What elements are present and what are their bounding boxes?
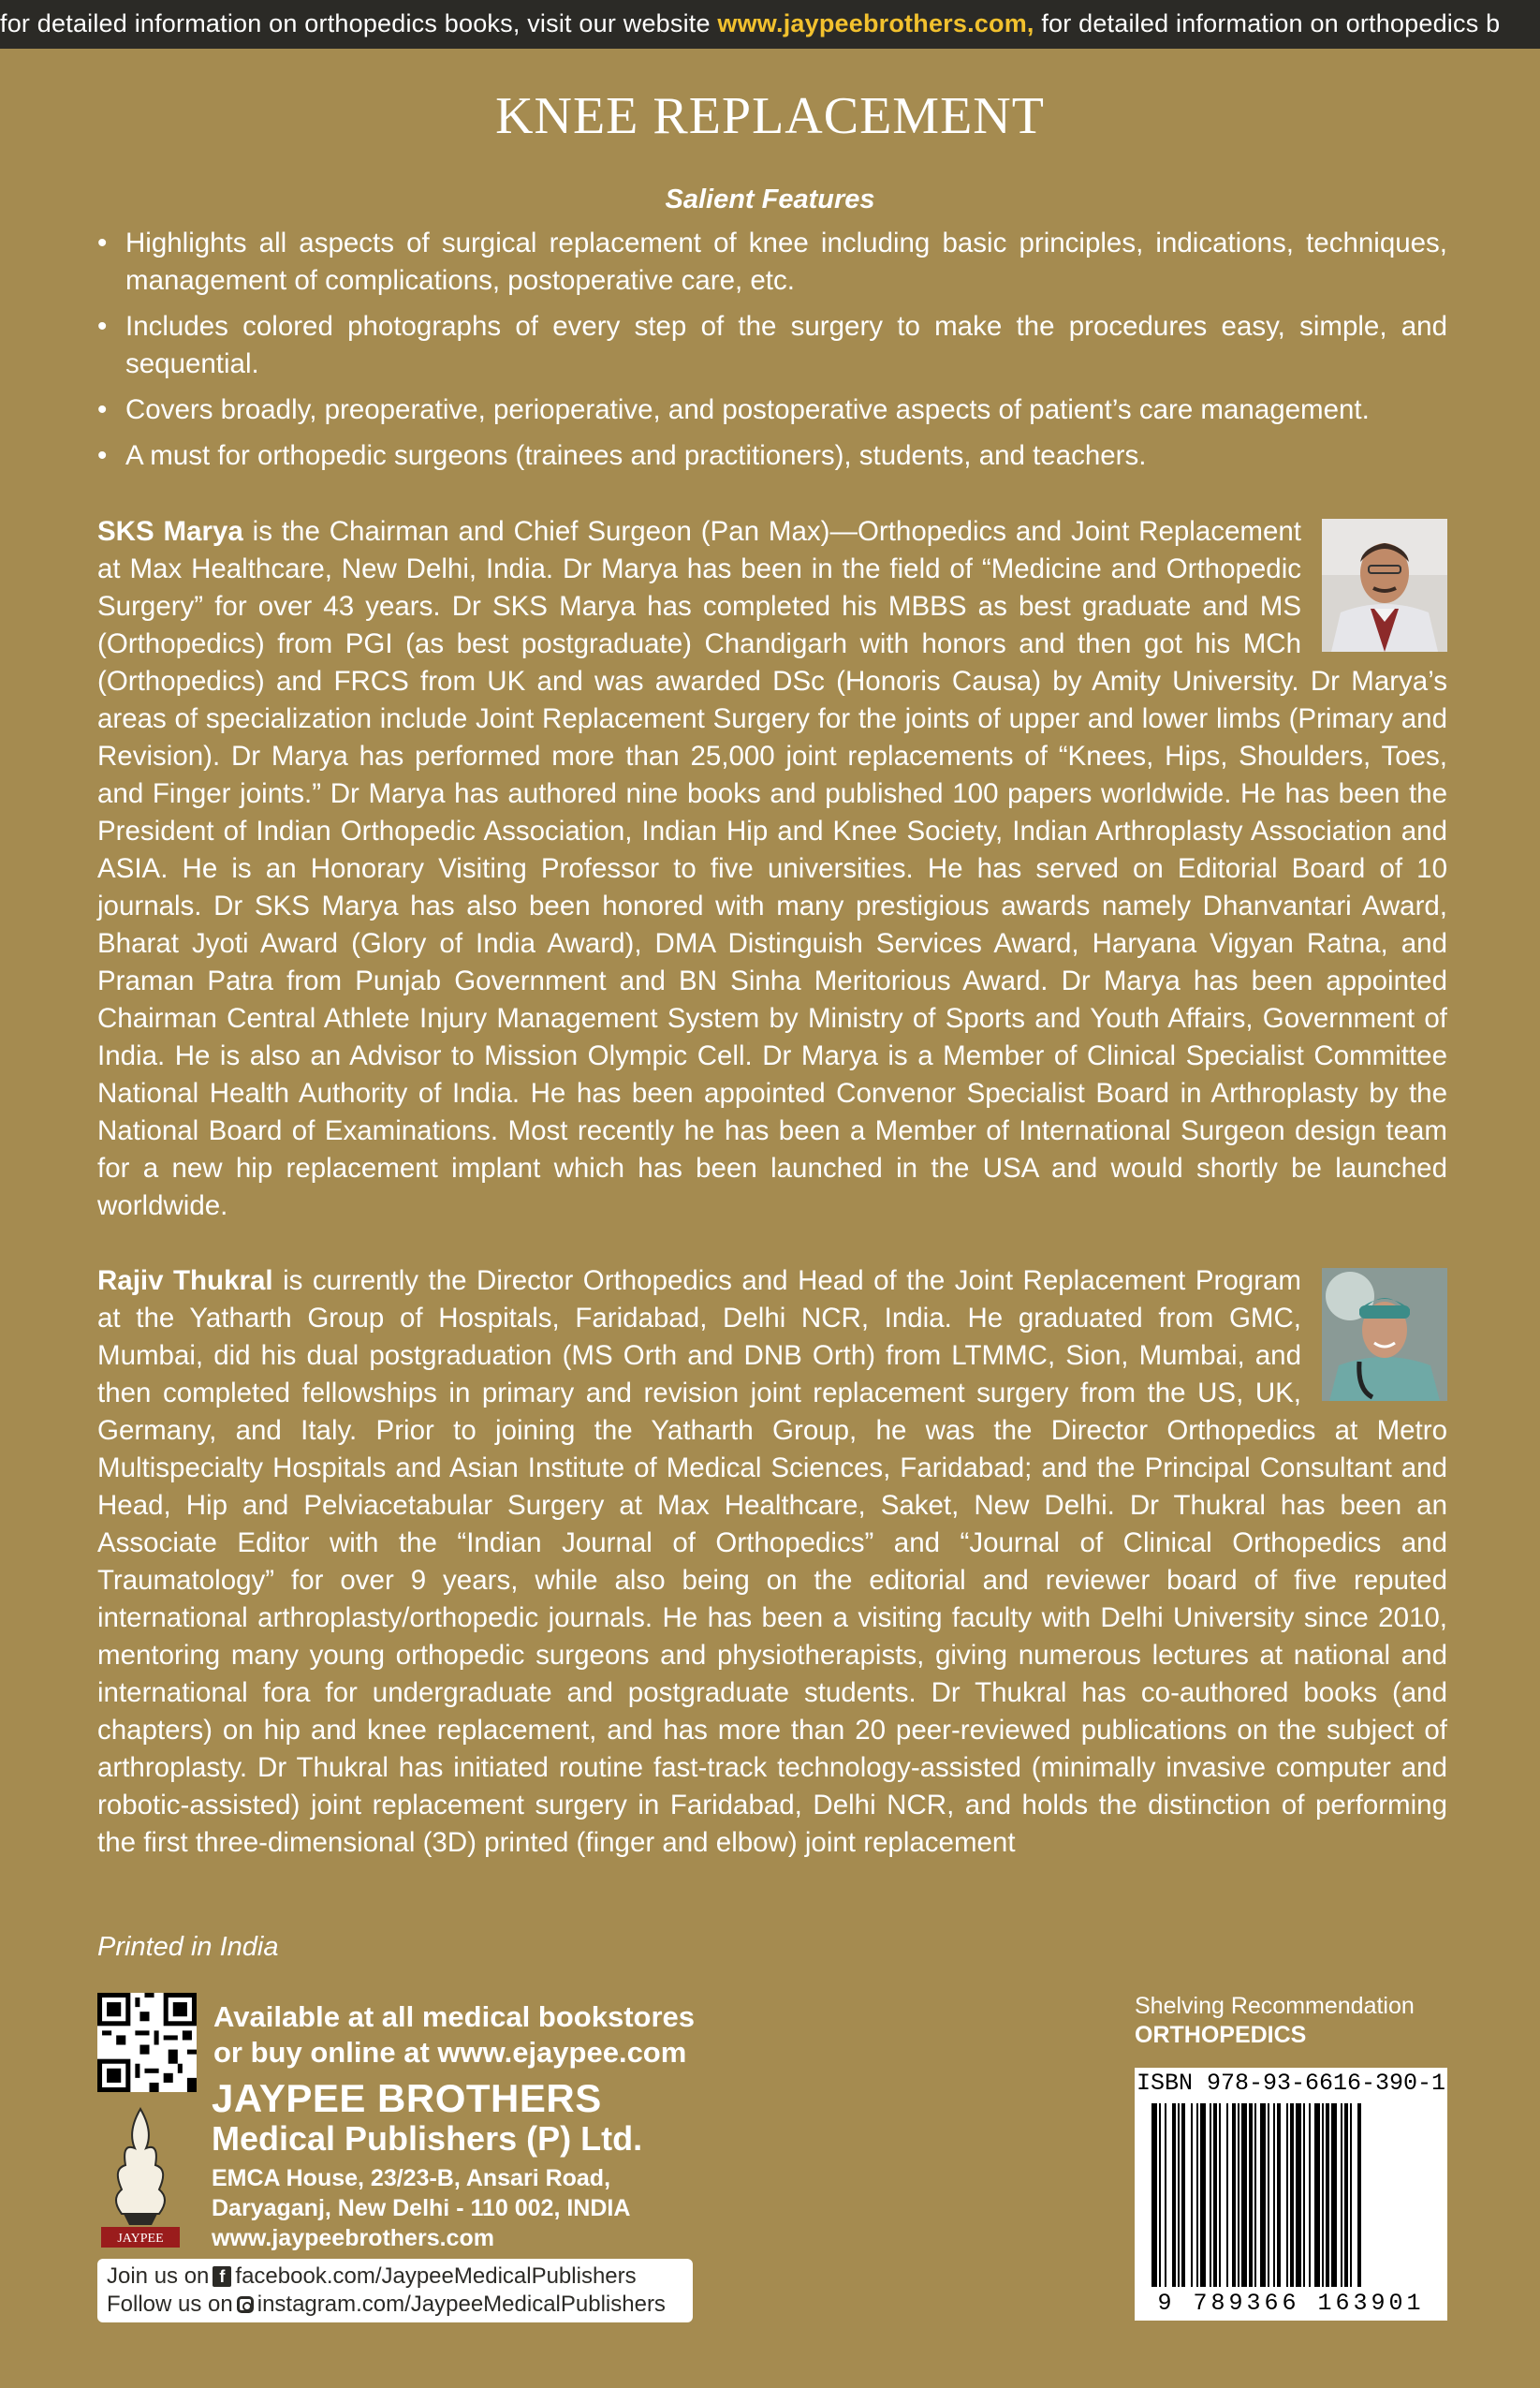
barcode-bar [1331, 2103, 1337, 2287]
author-photo-thukral [1322, 1268, 1447, 1401]
barcode-bar [1314, 2103, 1320, 2287]
barcode-bar [1241, 2103, 1247, 2287]
availability-note [213, 1999, 695, 2071]
barcode-bar [1219, 2103, 1221, 2287]
barcode-bar [1290, 2103, 1294, 2287]
instagram-icon [237, 2296, 254, 2313]
availability-line-1: Available at all medical bookstores [213, 2000, 695, 2033]
feature-item: • Highlights all aspects of surgical replacement of knee including basic principles, indications, techniques, management of complications, postoperative care, etc. [97, 225, 1447, 300]
barcode-bar [1181, 2103, 1185, 2287]
barcode-bar [1277, 2103, 1281, 2287]
barcode-bar [1341, 2103, 1342, 2287]
salient-features-heading: Salient Features [665, 184, 875, 214]
banner-suffix: for detailed information on orthopedics b [1041, 9, 1501, 37]
barcode-bar [1326, 2103, 1329, 2287]
barcode-bar [1238, 2103, 1239, 2287]
instagram-row[interactable] [107, 2291, 683, 2319]
author-bio-text-marya: is the Chairman and Chief Surgeon (Pan Max)—Orthopedics and Joint Replacement at Max Healthcare, New Delhi, India. Dr Marya has been in the field of “Medicine and Orthopedic Surgery” for over 43 years. Dr SKS Marya has completed his MBBS as best graduate and MS (Orthopedics) from PGI (as best postgraduate) Chandigarh with honors and then got his MCh (Orthopedics) and FRCS from UK and was awarded DSc (Honoris Causa) by Amity University. Dr Marya’s areas of specialization include Joint Replacement Surgery for the joints of upper and lower limbs (Primary and Revision). Dr Marya has performed more than 25,000 joint replacements of “Knees, Hips, Shoulders, Toes, and Finger joints.” Dr Marya has authored nine books and published 100 papers worldwide. He has been the President of Indian Orthopedic Association, Indian Hip and Knee Society, Indian Arthroplasty Association and ASIA. He is an Honorary Visiting Professor to five universities. He has served on Editorial Board of 10 journals. Dr SKS Marya has also been honored with many prestigious awards namely Dhanvantari Award, Bharat Jyoti Award (Glory of India Award), DMA Distinguish Services Award, Haryana Vigyan Ratna, and Praman Patra from Punjab Government and BN Sinha Meritorious Award. Dr Marya has been appointed Chairman Central Athlete Injury Management System by Ministry of Sports and Youth Affairs, Government of India. He is also an Advisor to Mission Olympic Cell. Dr Marya is a Member of Clinical Specialist Committee National Health Authority of India. He has been appointed Convenor Specialist Board in Arthroplasty by the National Board of Examinations. Most recently he has been a Member of International Surgeon design team for a new hip replacement implant which has been launched in the USA and would shortly be launched worldwide. [97, 516, 1447, 1221]
isbn-label: ISBN 978-93-6616-390-1 [1136, 2070, 1446, 2097]
feature-item: • Includes colored photographs of every step of the surgery to make the procedures easy, simple, and sequential. [97, 308, 1447, 383]
instagram-link[interactable]: instagram.com/JaypeeMedicalPublishers [257, 2292, 666, 2317]
author-bio-text-thukral: is currently the Director Orthopedics and Head of the Joint Replacement Program at the Yatharth Group of Hospitals, Faridabad, Delhi NCR, India. He graduated from GMC, Mumbai, did his dual postgraduation (MS Orth and DNB Orth) from LTMMC, Sion, Mumbai, and then completed fellowships in primary and revision joint replacement surgery from the US, UK, Germany, and Italy. Prior to joining the Yatharth Group, he was the Director Orthopedics at Metro Multispecialty Hospitals and Asian Institute of Medical Sciences, Faridabad; and the Principal Consultant and Head, Hip and Pelviacetabular Surgery at Max Healthcare, Saket, New Delhi. Dr Thukral has been an Associate Editor with the “Indian Journal of Orthopedics” and “Journal of Clinical Orthopedics and Traumatology” for over 9 years, while also being on the editorial and reviewer board of five reputed international arthroplasty/orthopedic journals. He has been a visiting faculty with Delhi University since 2010, mentoring many young orthopedic surgeons and physiotherapists, giving numerous lectures at national and international fora for undergraduate and postgraduate students. Dr Thukral has co-authored books (and chapters) on hip and knee replacement, and has more than 20 peer-reviewed publications on the subject of arthroplasty. Dr Thukral has initiated routine fast-track technology-assisted (minimally invasive computer and robotic-assisted) joint replacement surgery in Faridabad, Delhi NCR, and holds the distinction of performing the first three-dimensional (3D) printed (finger and elbow) joint replacement [97, 1265, 1447, 1858]
publisher-address-2: Daryaganj, New Delhi - 110 002, INDIA [212, 2195, 631, 2221]
barcode-bar [1226, 2103, 1228, 2287]
shelving-category: ORTHOPEDICS [1135, 2022, 1307, 2048]
join-label: Join us on [107, 2263, 210, 2289]
author-photo-marya [1322, 519, 1447, 652]
barcode-bar [1322, 2103, 1324, 2287]
barcode-bar [1296, 2103, 1301, 2287]
banner-website-link[interactable]: www.jaypeebrothers.com, [717, 9, 1034, 37]
printed-in-label: Printed in India [97, 1932, 279, 1962]
social-links-box [97, 2259, 693, 2322]
qr-code-icon[interactable] [97, 1993, 197, 2092]
barcode-bar [1178, 2103, 1180, 2287]
barcode-bar [1303, 2103, 1305, 2287]
barcode-bar [1357, 2103, 1361, 2287]
barcode-bar [1260, 2103, 1266, 2287]
barcode-bar [1200, 2103, 1206, 2287]
feature-item: • A must for orthopedic surgeons (trainees and practitioners), students, and teachers. [97, 437, 1447, 475]
shelving-recommendation [1135, 1992, 1415, 2050]
barcode-bar [1249, 2103, 1253, 2287]
banner-prefix: for detailed information on orthopedics books, visit our website [0, 9, 711, 37]
top-banner [0, 0, 1540, 49]
barcode-bar [1151, 2103, 1157, 2287]
shelving-label: Shelving Recommendation [1135, 1993, 1415, 2019]
barcode-bar [1196, 2103, 1198, 2287]
barcode-bar [1286, 2103, 1288, 2287]
barcode-bar [1191, 2103, 1193, 2287]
facebook-link[interactable]: facebook.com/JaypeeMedicalPublishers [235, 2263, 637, 2289]
barcode-bar [1172, 2103, 1176, 2287]
feature-item: • Covers broadly, preoperative, perioperative, and postoperative aspects of patient’s care management. [97, 391, 1447, 429]
publisher-address-1: EMCA House, 23/23-B, Ansari Road, [212, 2165, 611, 2191]
facebook-icon: f [213, 2266, 231, 2287]
author-bio-marya [97, 513, 1447, 1225]
publisher-name: JAYPEE BROTHERS [212, 2076, 602, 2120]
barcode-bar [1350, 2103, 1352, 2287]
author-name-thukral: Rajiv Thukral [97, 1265, 273, 1296]
barcode-bars [1148, 2103, 1434, 2291]
facebook-row[interactable] [107, 2263, 683, 2291]
barcode-bar [1159, 2103, 1161, 2287]
publisher-website-link[interactable]: www.jaypeebrothers.com [212, 2225, 494, 2251]
features-list [97, 225, 1447, 483]
barcode-bar [1273, 2103, 1275, 2287]
barcode-bar [1268, 2103, 1269, 2287]
logo-label: JAYPEE [117, 2232, 164, 2246]
barcode-bar [1165, 2103, 1166, 2287]
publisher-subtitle: Medical Publishers (P) Ltd. [212, 2119, 643, 2158]
publisher-block [212, 2076, 643, 2253]
jaypee-logo-icon [94, 2103, 187, 2249]
banner-text [0, 9, 1500, 38]
barcode-bar [1254, 2103, 1256, 2287]
author-bio-thukral [97, 1262, 1447, 1862]
barcode-bar [1309, 2103, 1311, 2287]
isbn-barcode [1135, 2068, 1447, 2321]
barcode-digits: 9 789366 163901 [1135, 2290, 1447, 2317]
author-name-marya: SKS Marya [97, 516, 243, 547]
barcode-bar [1210, 2103, 1211, 2287]
book-title: KNEE REPLACEMENT [495, 87, 1045, 145]
follow-label: Follow us on [107, 2292, 233, 2317]
barcode-bar [1344, 2103, 1348, 2287]
barcode-bar [1232, 2103, 1236, 2287]
barcode-bar [1213, 2103, 1217, 2287]
availability-line-2[interactable]: or buy online at www.ejaypee.com [213, 2036, 687, 2069]
